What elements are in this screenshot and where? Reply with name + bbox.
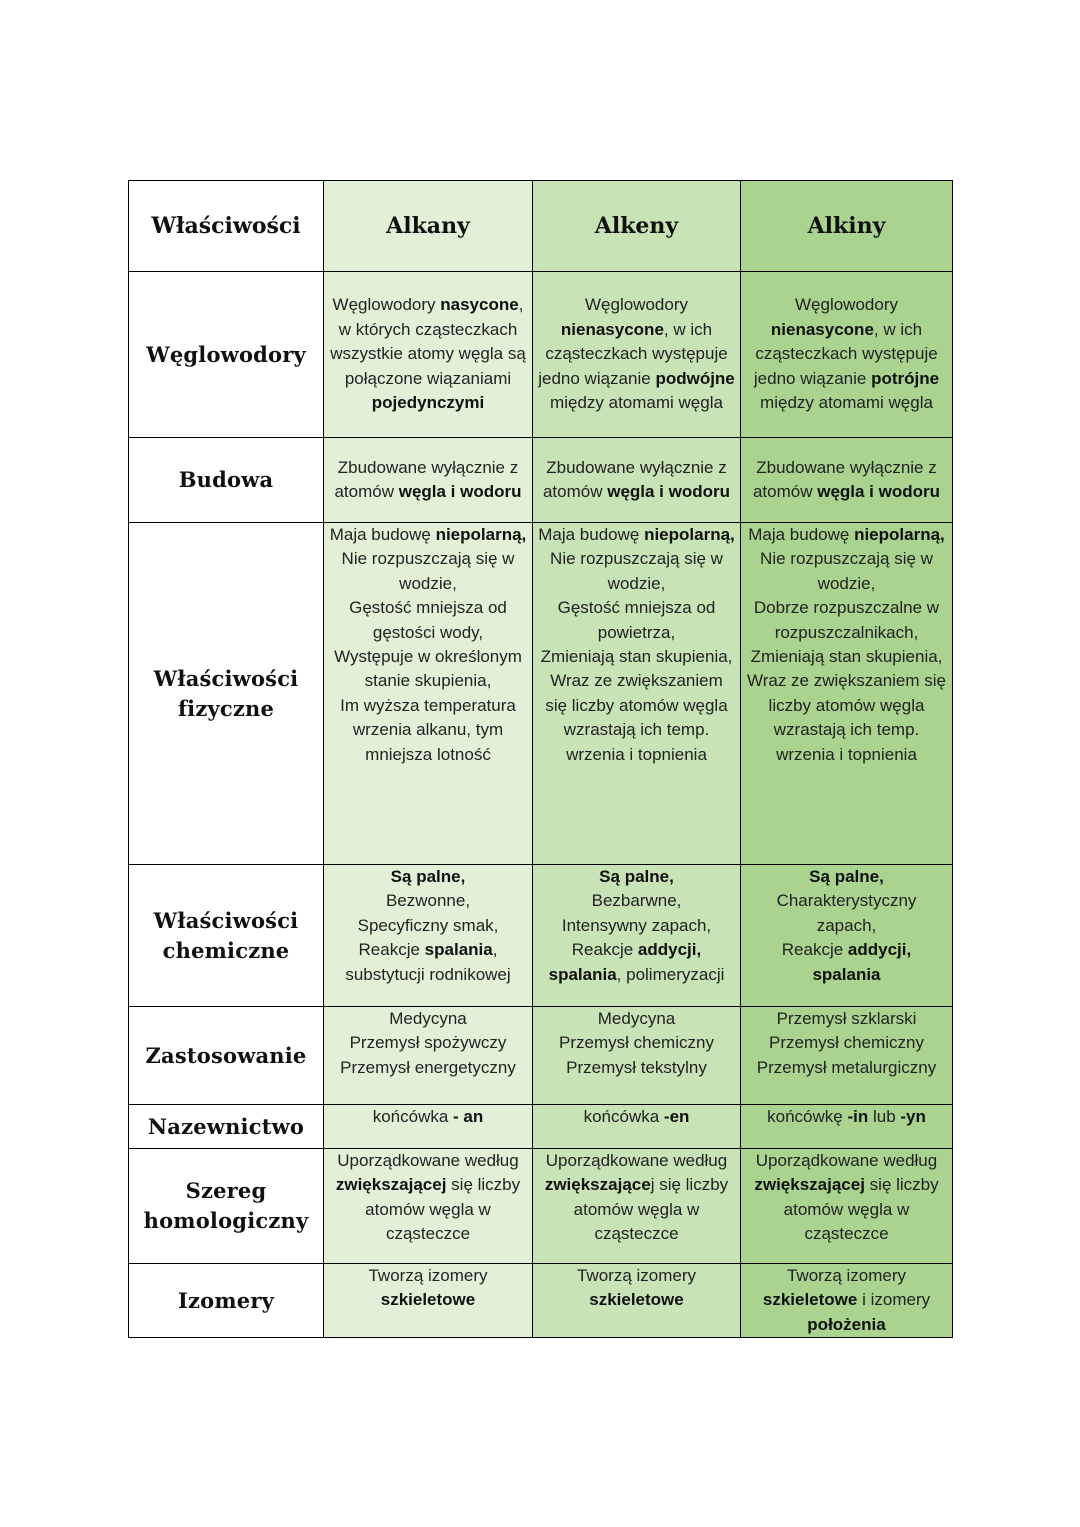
cell-alkanes-isomers (324, 1264, 533, 1338)
row-label-nomenclature: Nazewnictwo (129, 1105, 324, 1149)
cell-text: Nie rozpuszczają się w wodzie, (760, 549, 933, 593)
header-alkenes: Alkeny (533, 181, 741, 272)
cell-text: Zbudowane wyłącznie z atomów (752, 457, 937, 501)
row-structure (129, 438, 953, 523)
row-label-chemical-properties: Właściwości chemiczne (129, 865, 324, 1007)
bold-text: niepolarną, (644, 525, 735, 544)
cell-alkanes-structure (324, 438, 533, 523)
cell-text: lub (868, 1107, 901, 1126)
cell-text: , (492, 940, 498, 960)
cell-alkenes-hydrocarbons (533, 272, 741, 438)
bold-text: szkieletowe (589, 1290, 684, 1310)
cell-text: i izomery (857, 1290, 931, 1310)
bold-text: Są palne, (599, 867, 674, 886)
bold-text: pojedynczymi (371, 393, 485, 413)
bold-text: zwiększającej (754, 1175, 865, 1195)
cell-text: Dobrze rozpuszczalne w rozpuszczalnikach, (753, 598, 940, 642)
cell-text: , w których cząsteczkach wszystkie atomy węgla są połączone wiązaniami (330, 295, 526, 388)
row-homologous-series (129, 1149, 953, 1264)
header-alkanes: Alkany (324, 181, 533, 272)
row-hydrocarbons (129, 272, 953, 438)
cell-alkynes-physical (741, 523, 953, 865)
cell-text: , w ich cząsteczkach występuje jedno wiązanie (753, 319, 938, 388)
cell-text: , polimeryzacji (616, 964, 725, 984)
bold-text: potrójne (871, 368, 940, 388)
bold-text: niepolarną, (435, 525, 527, 544)
bold-text: Są palne, (809, 867, 884, 886)
cell-text: Węglowodory (795, 295, 898, 315)
cell-text: Tworzą izomery (368, 1266, 488, 1285)
row-label-homologous-series: Szereg homologiczny (129, 1149, 324, 1264)
cell-alkenes-chemical (533, 865, 741, 1007)
cell-alkenes-physical (533, 523, 741, 865)
cell-alkynes-structure (741, 438, 953, 523)
cell-text: Występuje w określonym stanie skupienia, (334, 647, 522, 691)
cell-alkanes-hydrocarbons (324, 272, 533, 438)
row-isomers (129, 1264, 953, 1338)
cell-text: się liczby atomów węgla w cząsteczce (365, 1175, 521, 1244)
cell-alkanes-applications (324, 1007, 533, 1105)
cell-text: Węglowodory (585, 295, 688, 315)
cell-text: Maja budowę (538, 525, 645, 544)
cell-alkynes-hydrocarbons (741, 272, 953, 438)
cell-alkanes-nomenclature (324, 1105, 533, 1149)
cell-alkenes-homologous (533, 1149, 741, 1264)
row-label-hydrocarbons: Węglowodory (129, 272, 324, 438)
cell-text: Tworzą izomery (786, 1266, 907, 1285)
cell-text: końcówka (583, 1107, 664, 1126)
cell-text: Maja budowę (748, 525, 855, 544)
header-row (129, 181, 953, 272)
cell-alkanes-chemical (324, 865, 533, 1007)
cell-text: Specyficzny smak, (357, 915, 499, 935)
bold-text: niepolarną, (854, 525, 945, 544)
cell-text: Zbudowane wyłącznie z atomów (334, 457, 519, 501)
cell-alkynes-homologous (741, 1149, 953, 1264)
cell-text: Gęstość mniejsza od powietrza, (557, 598, 716, 642)
cell-text: Przemysł szklarski (776, 1009, 917, 1028)
row-nomenclature (129, 1105, 953, 1149)
cell-text: się liczby atomów węgla w cząsteczce (783, 1175, 939, 1244)
bold-text: nienasycone (560, 319, 664, 339)
bold-text: -in (847, 1107, 869, 1126)
cell-text: między atomami węgla (550, 393, 723, 413)
cell-text: Wraz ze zwiększaniem się liczby atomów węgla wzrastają ich temp. wrzenia i topnienia (746, 671, 947, 764)
cell-text: Gęstość mniejsza od gęstości wody, (349, 598, 507, 642)
bold-text: spalania (812, 964, 881, 984)
cell-text: Reakcje (358, 940, 425, 960)
cell-text: Wraz ze zwiększaniem się liczby atomów węgla wzrastają ich temp. wrzenia i topnienia (545, 671, 728, 764)
cell-text: Tworzą izomery (576, 1266, 697, 1285)
cell-text: końcówkę (767, 1107, 848, 1126)
cell-alkynes-nomenclature (741, 1105, 953, 1149)
cell-text: substytucji rodnikowej (345, 964, 511, 984)
cell-text: j się liczby atomów węgla w cząsteczce (573, 1175, 729, 1244)
cell-text: Uporządkowane według (755, 1151, 938, 1170)
cell-text: Bezwonne, (385, 891, 471, 911)
row-physical-properties (129, 523, 953, 865)
cell-alkenes-nomenclature (533, 1105, 741, 1149)
cell-text: Nie rozpuszczają się w wodzie, (341, 549, 515, 593)
row-label-isomers: Izomery (129, 1264, 324, 1338)
bold-text: spalania (424, 940, 493, 960)
bold-text: nienasycone (770, 319, 874, 339)
cell-alkynes-applications (741, 1007, 953, 1105)
bold-text: położenia (807, 1314, 886, 1334)
bold-text: zwiększającej (335, 1175, 447, 1195)
cell-text: Charakterystyczny zapach, (776, 891, 917, 935)
cell-text: Intensywny zapach, (561, 915, 712, 935)
bold-text: addycji, (847, 940, 912, 960)
bold-text: węgla i wodoru (817, 482, 941, 501)
cell-text: Przemysł chemiczny (769, 1033, 924, 1053)
cell-text: Im wyższa temperatura wrzenia alkanu, tym mniejsza lotność (340, 695, 516, 764)
bold-text: spalania (548, 964, 617, 984)
row-label-applications: Zastosowanie (129, 1007, 324, 1105)
row-chemical-properties (129, 865, 953, 1007)
cell-alkynes-chemical (741, 865, 953, 1007)
cell-text: Medycyna (389, 1009, 467, 1028)
bold-text: podwójne (655, 368, 735, 388)
bold-text: -en (663, 1107, 690, 1126)
cell-text: Medycyna (597, 1009, 676, 1028)
cell-alkenes-applications (533, 1007, 741, 1105)
header-properties: Właściwości (129, 181, 324, 272)
cell-text: Uporządkowane według (545, 1151, 728, 1170)
cell-text: Maja budowę (329, 525, 436, 544)
cell-text: Bezbarwne, (591, 891, 682, 911)
bold-text: Są palne, (390, 867, 466, 886)
cell-text: Zbudowane wyłącznie z atomów (542, 457, 727, 501)
cell-text: między atomami węgla (760, 393, 933, 413)
cell-alkenes-structure (533, 438, 741, 523)
bold-text: szkieletowe (762, 1290, 858, 1310)
cell-text: Węglowodory (332, 295, 441, 315)
bold-text: szkieletowe (380, 1290, 476, 1310)
cell-text: Nie rozpuszczają się w wodzie, (550, 549, 723, 593)
cell-text: Przemysł metalurgiczny (756, 1057, 937, 1077)
bold-text: węgla i wodoru (398, 482, 522, 501)
header-alkynes: Alkiny (741, 181, 953, 272)
cell-text: Reakcje (781, 940, 848, 960)
row-label-physical-properties: Właściwości fizyczne (129, 523, 324, 865)
comparison-table (128, 180, 953, 1338)
cell-alkenes-isomers (533, 1264, 741, 1338)
bold-text: addycji, (637, 940, 702, 960)
bold-text: zwiększające (544, 1175, 651, 1195)
cell-text: końcówka (372, 1107, 454, 1126)
cell-text: Reakcje (571, 940, 638, 960)
bold-text: węgla i wodoru (607, 482, 731, 501)
cell-alkanes-homologous (324, 1149, 533, 1264)
cell-text: Zmieniają stan skupienia, (750, 647, 943, 667)
cell-text: Przemysł chemiczny (559, 1033, 714, 1053)
bold-text: - an (453, 1107, 484, 1126)
row-label-structure: Budowa (129, 438, 324, 523)
cell-text: Przemysł tekstylny (566, 1057, 707, 1077)
cell-text: Zmieniają stan skupienia, (540, 647, 733, 667)
cell-text: Przemysł spożywczy (349, 1033, 507, 1053)
bold-text: -yn (900, 1107, 926, 1126)
bold-text: nasycone (440, 295, 519, 315)
cell-alkanes-physical (324, 523, 533, 865)
cell-text: Przemysł energetyczny (340, 1057, 516, 1077)
row-applications (129, 1007, 953, 1105)
cell-text: Uporządkowane według (337, 1151, 519, 1170)
cell-text: , w ich cząsteczkach występuje jedno wiązanie (538, 319, 728, 388)
cell-alkynes-isomers (741, 1264, 953, 1338)
